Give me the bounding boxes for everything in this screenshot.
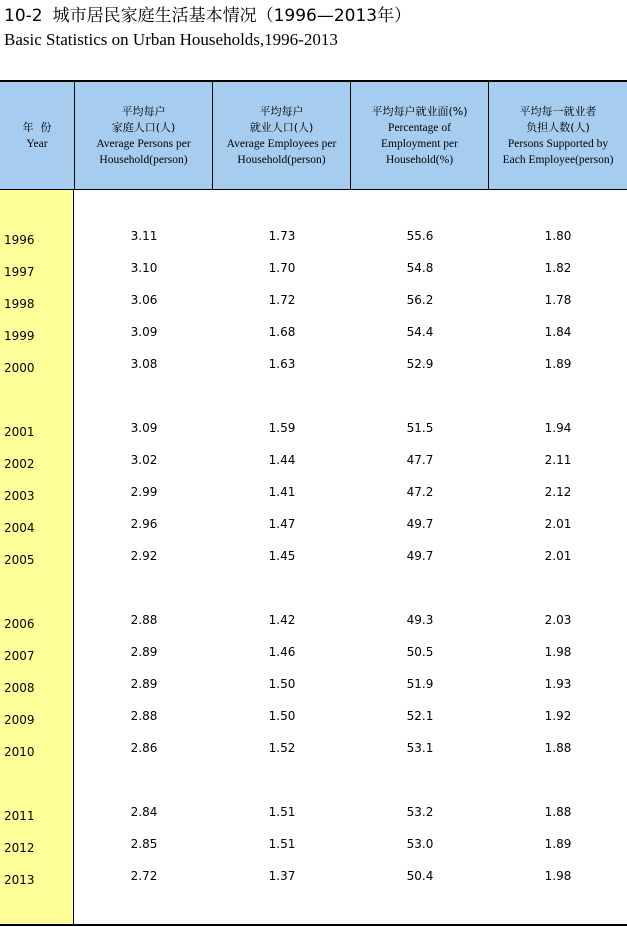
cell-persons: 2.92 bbox=[130, 549, 158, 563]
row-year: 1996 bbox=[4, 233, 35, 247]
cell-persons: 3.09 bbox=[130, 325, 158, 339]
row-year: 2006 bbox=[4, 617, 35, 631]
row-year: 2008 bbox=[4, 681, 35, 695]
table-title-cn bbox=[4, 6, 411, 26]
cell-employees: 1.68 bbox=[268, 325, 296, 339]
cell-employees: 1.70 bbox=[268, 261, 296, 275]
cell-employment-pct: 54.8 bbox=[406, 261, 434, 275]
bottom-rule bbox=[0, 924, 627, 926]
cell-employees: 1.73 bbox=[268, 229, 296, 243]
cell-employees: 1.37 bbox=[268, 869, 296, 883]
cell-supported: 1.94 bbox=[544, 421, 572, 435]
header-employees-en2: Household(person) bbox=[237, 153, 326, 166]
cell-employment-pct: 47.7 bbox=[406, 453, 434, 467]
cell-employees: 1.59 bbox=[268, 421, 296, 435]
table-row bbox=[0, 869, 627, 889]
cell-persons: 2.86 bbox=[130, 741, 158, 755]
cell-supported: 2.12 bbox=[544, 485, 572, 499]
cell-supported: 1.92 bbox=[544, 709, 572, 723]
cell-persons: 2.89 bbox=[130, 677, 158, 691]
cell-employment-pct: 55.6 bbox=[406, 229, 434, 243]
cell-employment-pct: 50.4 bbox=[406, 869, 434, 883]
header-supported-en2: Each Employee(person) bbox=[502, 153, 614, 166]
cell-persons: 2.88 bbox=[130, 613, 158, 627]
cell-supported: 1.84 bbox=[544, 325, 572, 339]
header-supported-en1: Persons Supported by bbox=[507, 137, 609, 150]
table-row bbox=[0, 645, 627, 665]
table-title-en: Basic Statistics on Urban Households,1996-2013 bbox=[4, 30, 338, 49]
table-row bbox=[0, 837, 627, 857]
cell-employment-pct: 56.2 bbox=[406, 293, 434, 307]
cell-employment-pct: 54.4 bbox=[406, 325, 434, 339]
cell-persons: 3.09 bbox=[130, 421, 158, 435]
cell-supported: 1.88 bbox=[544, 741, 572, 755]
cell-persons: 3.08 bbox=[130, 357, 158, 371]
table-row bbox=[0, 453, 627, 473]
table-row bbox=[0, 421, 627, 441]
cell-employees: 1.52 bbox=[268, 741, 296, 755]
row-year: 2011 bbox=[4, 809, 35, 823]
cell-supported: 1.89 bbox=[544, 357, 572, 371]
row-year: 2010 bbox=[4, 745, 35, 759]
table-row bbox=[0, 485, 627, 505]
header-employees-en1: Average Employees per bbox=[226, 137, 337, 150]
cell-employment-pct: 49.7 bbox=[406, 517, 434, 531]
table-row bbox=[0, 229, 627, 249]
table-row bbox=[0, 517, 627, 537]
cell-supported: 2.11 bbox=[544, 453, 572, 467]
row-year: 1997 bbox=[4, 265, 35, 279]
cell-employees: 1.47 bbox=[268, 517, 296, 531]
header-employment-en3: Household(%) bbox=[385, 153, 454, 166]
cell-supported: 1.89 bbox=[544, 837, 572, 851]
cell-supported: 2.01 bbox=[544, 549, 572, 563]
cell-supported: 1.98 bbox=[544, 869, 572, 883]
header-year bbox=[0, 82, 75, 189]
cell-supported: 1.88 bbox=[544, 805, 572, 819]
header-employment-en2: Employment per bbox=[381, 137, 458, 150]
cell-employment-pct: 52.1 bbox=[406, 709, 434, 723]
header-persons bbox=[75, 82, 213, 189]
cell-supported: 1.93 bbox=[544, 677, 572, 691]
cell-persons: 2.88 bbox=[130, 709, 158, 723]
table-number: 10-2 bbox=[4, 6, 43, 26]
row-year: 2007 bbox=[4, 649, 35, 663]
cell-employment-pct: 49.3 bbox=[406, 613, 434, 627]
cell-supported: 1.80 bbox=[544, 229, 572, 243]
cell-employees: 1.51 bbox=[268, 805, 296, 819]
cell-employment-pct: 47.2 bbox=[406, 485, 434, 499]
row-year: 2013 bbox=[4, 873, 35, 887]
header-supported-cn2: 负担人数(人) bbox=[526, 120, 590, 134]
table-row bbox=[0, 741, 627, 761]
header-persons-cn2: 家庭人口(人) bbox=[111, 120, 176, 134]
cell-employment-pct: 51.5 bbox=[406, 421, 434, 435]
cell-supported: 1.98 bbox=[544, 645, 572, 659]
cell-employees: 1.45 bbox=[268, 549, 296, 563]
header-employees-cn1: 平均每户 bbox=[259, 104, 304, 118]
row-year: 2005 bbox=[4, 553, 35, 567]
cell-persons: 3.06 bbox=[130, 293, 158, 307]
header-year-cn: 年 份 bbox=[22, 120, 52, 134]
cell-persons: 3.02 bbox=[130, 453, 158, 467]
cell-supported: 2.01 bbox=[544, 517, 572, 531]
table-header bbox=[0, 82, 627, 190]
table-row bbox=[0, 293, 627, 313]
row-year: 2003 bbox=[4, 489, 35, 503]
row-year: 2001 bbox=[4, 425, 35, 439]
cell-employment-pct: 53.1 bbox=[406, 741, 434, 755]
cell-employees: 1.46 bbox=[268, 645, 296, 659]
row-year: 1998 bbox=[4, 297, 35, 311]
cell-employment-pct: 53.2 bbox=[406, 805, 434, 819]
table-row bbox=[0, 613, 627, 633]
cell-supported: 1.78 bbox=[544, 293, 572, 307]
table-row bbox=[0, 677, 627, 697]
cell-employees: 1.51 bbox=[268, 837, 296, 851]
header-employees bbox=[213, 82, 351, 189]
cell-persons: 2.99 bbox=[130, 485, 158, 499]
cell-employment-pct: 52.9 bbox=[406, 357, 434, 371]
cell-employees: 1.50 bbox=[268, 677, 296, 691]
cell-persons: 2.89 bbox=[130, 645, 158, 659]
row-year: 2004 bbox=[4, 521, 35, 535]
cell-employment-pct: 49.7 bbox=[406, 549, 434, 563]
table-row bbox=[0, 325, 627, 345]
header-employment-en1: Percentage of bbox=[388, 121, 451, 134]
cell-persons: 3.11 bbox=[130, 229, 158, 243]
table-row bbox=[0, 805, 627, 825]
header-employment-pct bbox=[351, 82, 489, 189]
cell-supported: 1.82 bbox=[544, 261, 572, 275]
cell-persons: 2.96 bbox=[130, 517, 158, 531]
row-year: 2002 bbox=[4, 457, 35, 471]
cell-employees: 1.44 bbox=[268, 453, 296, 467]
header-persons-en1: Average Persons per bbox=[96, 137, 191, 150]
header-year-en: Year bbox=[26, 137, 48, 150]
row-year: 2012 bbox=[4, 841, 35, 855]
cell-employees: 1.42 bbox=[268, 613, 296, 627]
header-persons-en2: Household(person) bbox=[99, 153, 188, 166]
header-persons-cn1: 平均每户 bbox=[121, 104, 166, 118]
table-row bbox=[0, 261, 627, 281]
header-employment-cn1: 平均每户就业面(%) bbox=[371, 104, 468, 118]
table-row bbox=[0, 549, 627, 569]
cell-persons: 3.10 bbox=[130, 261, 158, 275]
cell-persons: 2.84 bbox=[130, 805, 158, 819]
cell-employment-pct: 53.0 bbox=[406, 837, 434, 851]
cell-employees: 1.72 bbox=[268, 293, 296, 307]
row-year: 1999 bbox=[4, 329, 35, 343]
cell-persons: 2.72 bbox=[130, 869, 158, 883]
cell-employment-pct: 50.5 bbox=[406, 645, 434, 659]
cell-persons: 2.85 bbox=[130, 837, 158, 851]
cell-employees: 1.41 bbox=[268, 485, 296, 499]
row-year: 2009 bbox=[4, 713, 35, 727]
table-row bbox=[0, 357, 627, 377]
row-year: 2000 bbox=[4, 361, 35, 375]
header-supported-cn1: 平均每一就业者 bbox=[519, 104, 597, 118]
header-employees-cn2: 就业人口(人) bbox=[249, 120, 314, 134]
header-supported bbox=[489, 82, 627, 189]
cell-employment-pct: 51.9 bbox=[406, 677, 434, 691]
cell-employees: 1.50 bbox=[268, 709, 296, 723]
cell-employees: 1.63 bbox=[268, 357, 296, 371]
table-title-cn-text: 城市居民家庭生活基本情况（1996—2013年） bbox=[52, 6, 412, 26]
table-row bbox=[0, 709, 627, 729]
cell-supported: 2.03 bbox=[544, 613, 572, 627]
